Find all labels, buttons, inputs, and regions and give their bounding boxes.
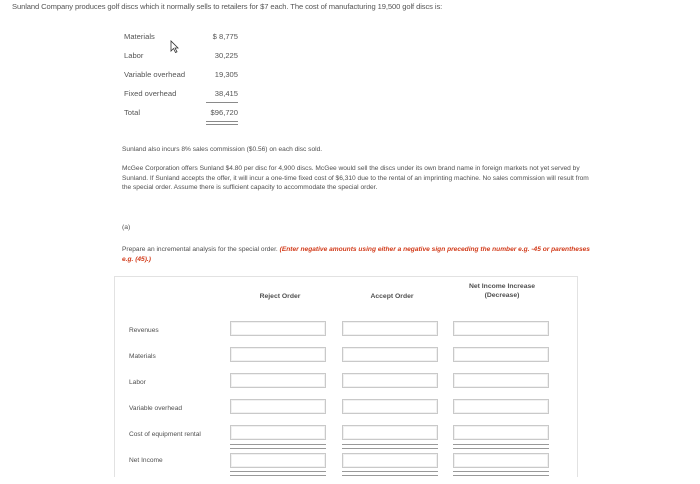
variable-overhead-net-input[interactable] (453, 399, 549, 414)
materials-accept-input[interactable] (342, 347, 438, 362)
equipment-rental-accept-input[interactable] (342, 425, 438, 440)
cost-label: Labor (124, 51, 144, 60)
net-income-double-rule (230, 471, 326, 476)
materials-net-input[interactable] (453, 347, 549, 362)
materials-reject-input[interactable] (230, 347, 326, 362)
mouse-pointer-icon (170, 40, 179, 53)
total-rule (342, 444, 438, 449)
row-label-variable-overhead: Variable overhead (129, 405, 183, 412)
revenues-reject-input[interactable] (230, 321, 326, 336)
net-income-double-rule (453, 471, 549, 476)
row-label-revenues: Revenues (129, 327, 159, 334)
cost-label: Materials (124, 32, 155, 41)
row-label-labor: Labor (129, 379, 146, 386)
cost-amount: $ 8,775 (212, 32, 238, 41)
part-label: (a) (122, 224, 131, 231)
labor-net-input[interactable] (453, 373, 549, 388)
commission-text: Sunland also incurs 8% sales commission ($0.56) on each disc sold. (122, 146, 323, 153)
net-income-accept-input[interactable] (342, 453, 438, 468)
net-income-net-input[interactable] (453, 453, 549, 468)
cost-label: Fixed overhead (124, 89, 177, 98)
net-income-reject-input[interactable] (230, 453, 326, 468)
labor-reject-input[interactable] (230, 373, 326, 388)
equipment-rental-reject-input[interactable] (230, 425, 326, 440)
revenues-net-input[interactable] (453, 321, 549, 336)
column-header-accept: Accept Order (370, 293, 414, 300)
row-label-net-income: Net Income (129, 457, 163, 464)
cost-label: Total (124, 108, 141, 117)
labor-accept-input[interactable] (342, 373, 438, 388)
cost-amount: $96,720 (210, 108, 238, 117)
column-header-net-income: Net Income Increase (Decrease) (468, 283, 536, 299)
cost-label: Variable overhead (124, 70, 186, 79)
total-rule (453, 444, 549, 449)
instructions (122, 245, 592, 264)
revenues-accept-input[interactable] (342, 321, 438, 336)
variable-overhead-reject-input[interactable] (230, 399, 326, 414)
problem-intro: Sunland Company produces golf discs which it normally sells to retailers for $7 each. The cost of manufacturing 19,500 golf discs is: (12, 2, 443, 11)
row-label-materials: Materials (129, 353, 156, 360)
total-double-rule (206, 121, 238, 125)
variable-overhead-accept-input[interactable] (342, 399, 438, 414)
total-rule (230, 444, 326, 449)
cost-amount: 38,415 (214, 89, 238, 98)
column-header-reject: Reject Order (259, 293, 301, 300)
offer-text: McGee Corporation offers Sunland $4.80 per disc for 4,900 discs. McGee would sell the discs under its own brand name in foreign markets not yet served by Sunland. If Sunland accepts the offer, it will incur a one-time fixed cost of $6,310 due to the rental of an imprinting machine. No sales commission will result from the special order. Assume there is sufficient capacity to accommodate the special order. (122, 165, 589, 191)
instructions-main: Prepare an incremental analysis for the special order. (122, 246, 278, 253)
instructions-note: (Enter negative amounts using either a negative sign preceding the number e.g. -45 or parentheses e.g. (45).) (122, 246, 590, 263)
equipment-rental-net-input[interactable] (453, 425, 549, 440)
row-label-equipment-rental: Cost of equipment rental (129, 431, 201, 438)
cost-amount: 19,305 (214, 70, 238, 79)
subtotal-rule (206, 102, 238, 103)
cost-amount: 30,225 (214, 51, 238, 60)
net-income-double-rule (342, 471, 438, 476)
